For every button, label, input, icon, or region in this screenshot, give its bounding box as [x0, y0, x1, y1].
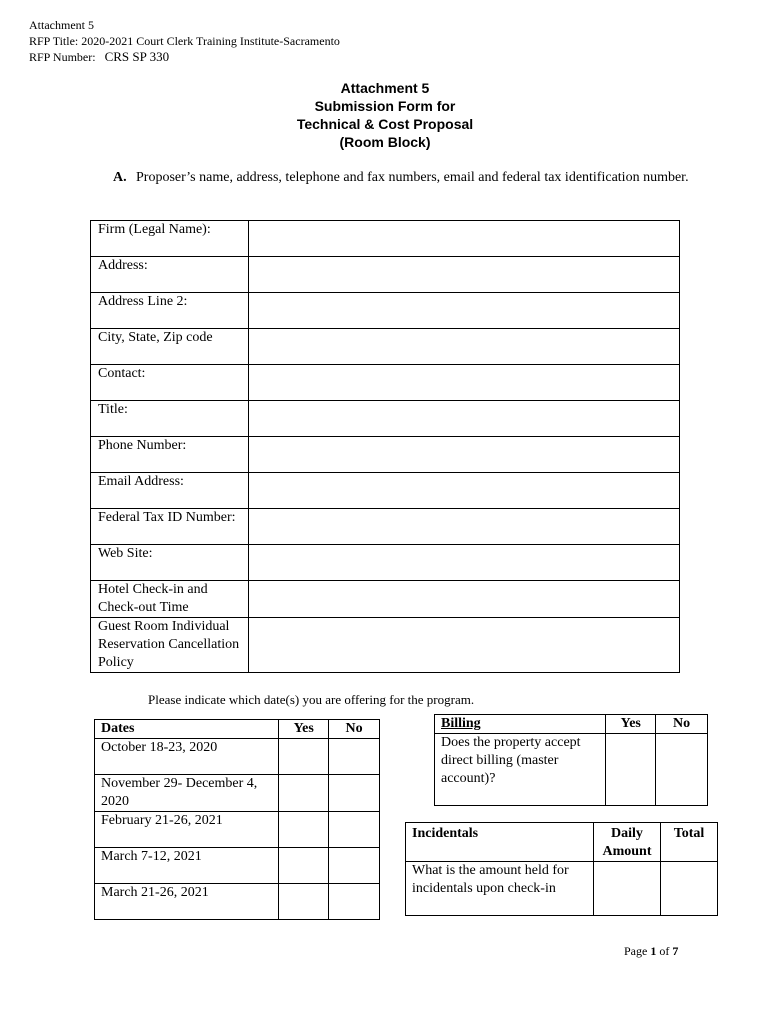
daily-amount-header: Daily Amount — [594, 823, 661, 862]
of-word: of — [659, 944, 670, 958]
date-option: November 29- December 4, 2020 — [95, 775, 279, 812]
date-no-cell[interactable] — [329, 775, 380, 812]
date-yes-cell[interactable] — [279, 848, 329, 884]
rfp-number-label: RFP Number: — [29, 50, 96, 64]
date-no-cell[interactable] — [329, 812, 380, 848]
email-label: Email Address: — [91, 473, 249, 509]
incidentals-table — [405, 822, 718, 916]
phone-field[interactable] — [249, 437, 680, 473]
checkin-checkout-label: Hotel Check-in and Check-out Time — [91, 581, 249, 618]
date-yes-cell[interactable] — [279, 884, 329, 920]
page-current: 1 — [650, 944, 657, 958]
website-field[interactable] — [249, 545, 680, 581]
billing-no-header: No — [656, 715, 708, 734]
incidentals-question: What is the amount held for incidentals upon check-in — [406, 862, 594, 916]
checkin-checkout-field[interactable] — [249, 581, 680, 618]
section-a-letter: A. — [113, 170, 127, 185]
date-no-cell[interactable] — [329, 848, 380, 884]
date-no-cell[interactable] — [329, 884, 380, 920]
firm-field[interactable] — [249, 221, 680, 257]
proposer-info-table — [90, 220, 680, 673]
billing-yes-header: Yes — [606, 715, 656, 734]
date-yes-cell[interactable] — [279, 812, 329, 848]
title-label: Title: — [91, 401, 249, 437]
header-rfp-title: RFP Title: 2020-2021 Court Clerk Training Institute-Sacramento — [29, 34, 340, 48]
billing-header: Billing — [435, 715, 606, 734]
date-option: March 21-26, 2021 — [95, 884, 279, 920]
header-attachment: Attachment 5 — [29, 18, 94, 32]
city-state-zip-field[interactable] — [249, 329, 680, 365]
date-option: October 18-23, 2020 — [95, 739, 279, 775]
address-field[interactable] — [249, 257, 680, 293]
billing-yes-cell[interactable] — [606, 734, 656, 806]
daily-amount-cell[interactable] — [594, 862, 661, 916]
cancellation-policy-field[interactable] — [249, 618, 680, 673]
section-a-text: Proposer’s name, address, telephone and fax numbers, email and federal tax identification number. — [136, 170, 689, 185]
title-line-4: (Room Block) — [339, 134, 431, 150]
header-rfp-number — [29, 49, 169, 65]
firm-label: Firm (Legal Name): — [91, 221, 249, 257]
total-header: Total — [661, 823, 718, 862]
dates-table — [94, 719, 380, 920]
incidentals-header: Incidentals — [406, 823, 594, 862]
date-option: February 21-26, 2021 — [95, 812, 279, 848]
billing-no-cell[interactable] — [656, 734, 708, 806]
address-line2-field[interactable] — [249, 293, 680, 329]
rfp-number-value: CRS SP 330 — [104, 49, 170, 64]
title-line-1: Attachment 5 — [340, 80, 430, 96]
email-field[interactable] — [249, 473, 680, 509]
cancellation-policy-label: Guest Room Individual Reservation Cancellation Policy — [91, 618, 249, 673]
date-option: March 7-12, 2021 — [95, 848, 279, 884]
tax-id-field[interactable] — [249, 509, 680, 545]
contact-label: Contact: — [91, 365, 249, 401]
title-field[interactable] — [249, 401, 680, 437]
total-cell[interactable] — [661, 862, 718, 916]
address-line2-label: Address Line 2: — [91, 293, 249, 329]
dates-no-header: No — [329, 720, 380, 739]
address-label: Address: — [91, 257, 249, 293]
page-word: Page — [624, 944, 648, 958]
billing-question: Does the property accept direct billing (master account)? — [435, 734, 606, 806]
phone-label: Phone Number: — [91, 437, 249, 473]
date-yes-cell[interactable] — [279, 775, 329, 812]
document-title — [0, 79, 770, 151]
website-label: Web Site: — [91, 545, 249, 581]
title-line-2: Submission Form for — [314, 98, 456, 114]
dates-header: Dates — [95, 720, 279, 739]
dates-yes-header: Yes — [279, 720, 329, 739]
page-total: 7 — [672, 944, 679, 958]
contact-field[interactable] — [249, 365, 680, 401]
date-no-cell[interactable] — [329, 739, 380, 775]
title-line-3: Technical & Cost Proposal — [296, 116, 474, 132]
page-number — [624, 944, 678, 959]
date-yes-cell[interactable] — [279, 739, 329, 775]
billing-table — [434, 714, 708, 806]
dates-prompt: Please indicate which date(s) you are offering for the program. — [148, 692, 475, 707]
city-state-zip-label: City, State, Zip code — [91, 329, 249, 365]
tax-id-label: Federal Tax ID Number: — [91, 509, 249, 545]
